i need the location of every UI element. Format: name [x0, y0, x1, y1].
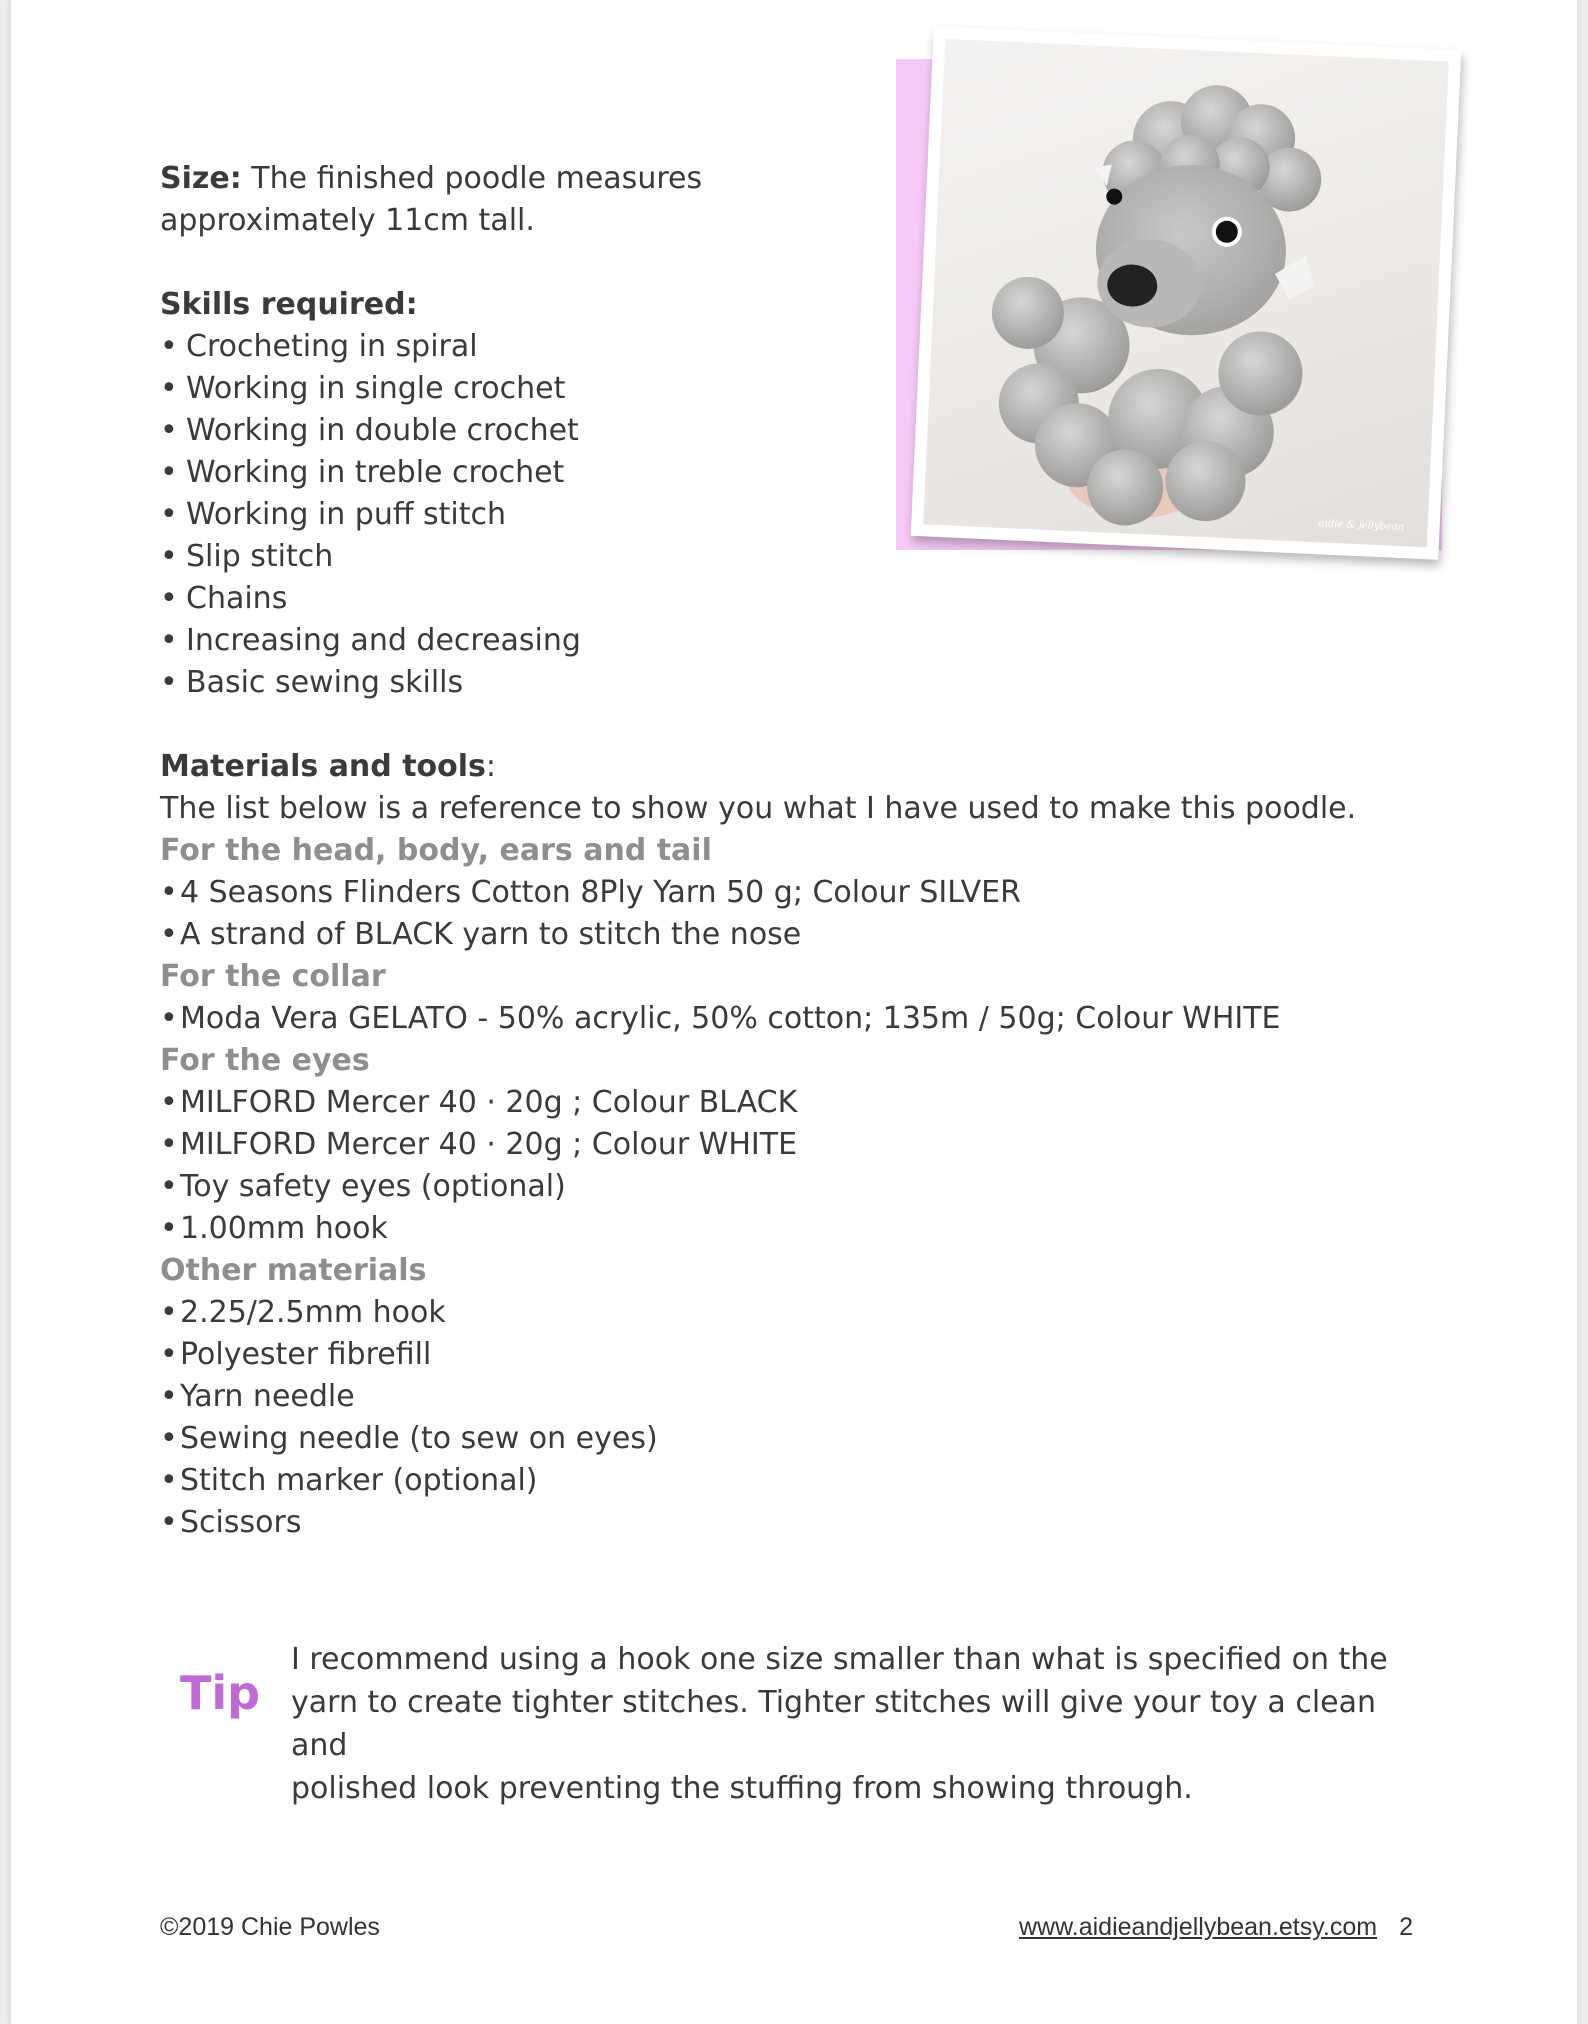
- size-label: Size:: [160, 161, 242, 196]
- skills-heading: Skills required:: [160, 287, 418, 322]
- size-text: The finished poodle measures: [241, 161, 703, 196]
- list-item: •Scissors: [160, 1505, 302, 1540]
- size-line: [160, 158, 920, 200]
- materials-list-eyes: [160, 1082, 1410, 1250]
- group-title-other: Other materials: [160, 1253, 427, 1288]
- materials-list-head-body: [160, 872, 1410, 956]
- intro-section: [160, 158, 920, 704]
- list-item: • Slip stitch: [160, 539, 334, 574]
- group-title-head-body: For the head, body, ears and tail: [160, 833, 712, 868]
- list-item: •1.00mm hook: [160, 1211, 388, 1246]
- footer-right: [1019, 1913, 1413, 1942]
- materials-list-collar: [160, 998, 1410, 1040]
- list-item: • Increasing and decreasing: [160, 623, 581, 658]
- list-item: •Toy safety eyes (optional): [160, 1169, 566, 1204]
- list-item: •2.25/2.5mm hook: [160, 1295, 446, 1330]
- materials-heading-line: Materials and tools:: [160, 749, 497, 784]
- list-item: •A strand of BLACK yarn to stitch the nose: [160, 917, 802, 952]
- size-text-2: approximately 11cm tall.: [160, 203, 535, 238]
- footer-copyright: ©2019 Chie Powles: [160, 1913, 380, 1941]
- group-title-eyes: For the eyes: [160, 1043, 370, 1078]
- tip-label: Tip: [180, 1666, 261, 1720]
- page-number: 2: [1399, 1913, 1413, 1941]
- materials-intro: The list below is a reference to show you what I have used to make this poodle.: [160, 791, 1357, 826]
- list-item: • Basic sewing skills: [160, 665, 464, 700]
- materials-section: [160, 746, 1410, 1544]
- skills-list: [160, 326, 920, 704]
- list-item: •Polyester fibrefill: [160, 1337, 432, 1372]
- materials-heading: Materials and tools: [160, 749, 486, 784]
- list-item: • Working in single crochet: [160, 371, 566, 406]
- materials-list-other: [160, 1292, 1410, 1544]
- list-item: • Crocheting in spiral: [160, 329, 478, 364]
- footer-url-link[interactable]: www.aidieandjellybean.etsy.com: [1019, 1913, 1378, 1941]
- poodle-photo: [911, 26, 1462, 559]
- list-item: •Yarn needle: [160, 1379, 355, 1414]
- list-item: •MILFORD Mercer 40 · 20g ; Colour BLACK: [160, 1085, 798, 1120]
- list-item: •Stitch marker (optional): [160, 1463, 538, 1498]
- tip-text: I recommend using a hook one size smaller than what is specified on the yarn to create tighter stitches. Tighter stitches will give your toy a clean and polished look preventing the stuffing from showing through.: [291, 1642, 1388, 1806]
- poodle-illustration: [923, 39, 1449, 547]
- document-page: [11, 0, 1577, 2024]
- list-item: • Chains: [160, 581, 288, 616]
- group-title-collar: For the collar: [160, 959, 386, 994]
- list-item: •Moda Vera GELATO - 50% acrylic, 50% cotton; 135m / 50g; Colour WHITE: [160, 1001, 1281, 1036]
- list-item: •Sewing needle (to sew on eyes): [160, 1421, 658, 1456]
- list-item: •MILFORD Mercer 40 · 20g ; Colour WHITE: [160, 1127, 798, 1162]
- list-item: •4 Seasons Flinders Cotton 8Ply Yarn 50 g; Colour SILVER: [160, 875, 1021, 910]
- list-item: • Working in puff stitch: [160, 497, 507, 532]
- list-item: • Working in double crochet: [160, 413, 579, 448]
- photo-watermark: aidie & jellybean: [1318, 518, 1405, 534]
- list-item: • Working in treble crochet: [160, 455, 565, 490]
